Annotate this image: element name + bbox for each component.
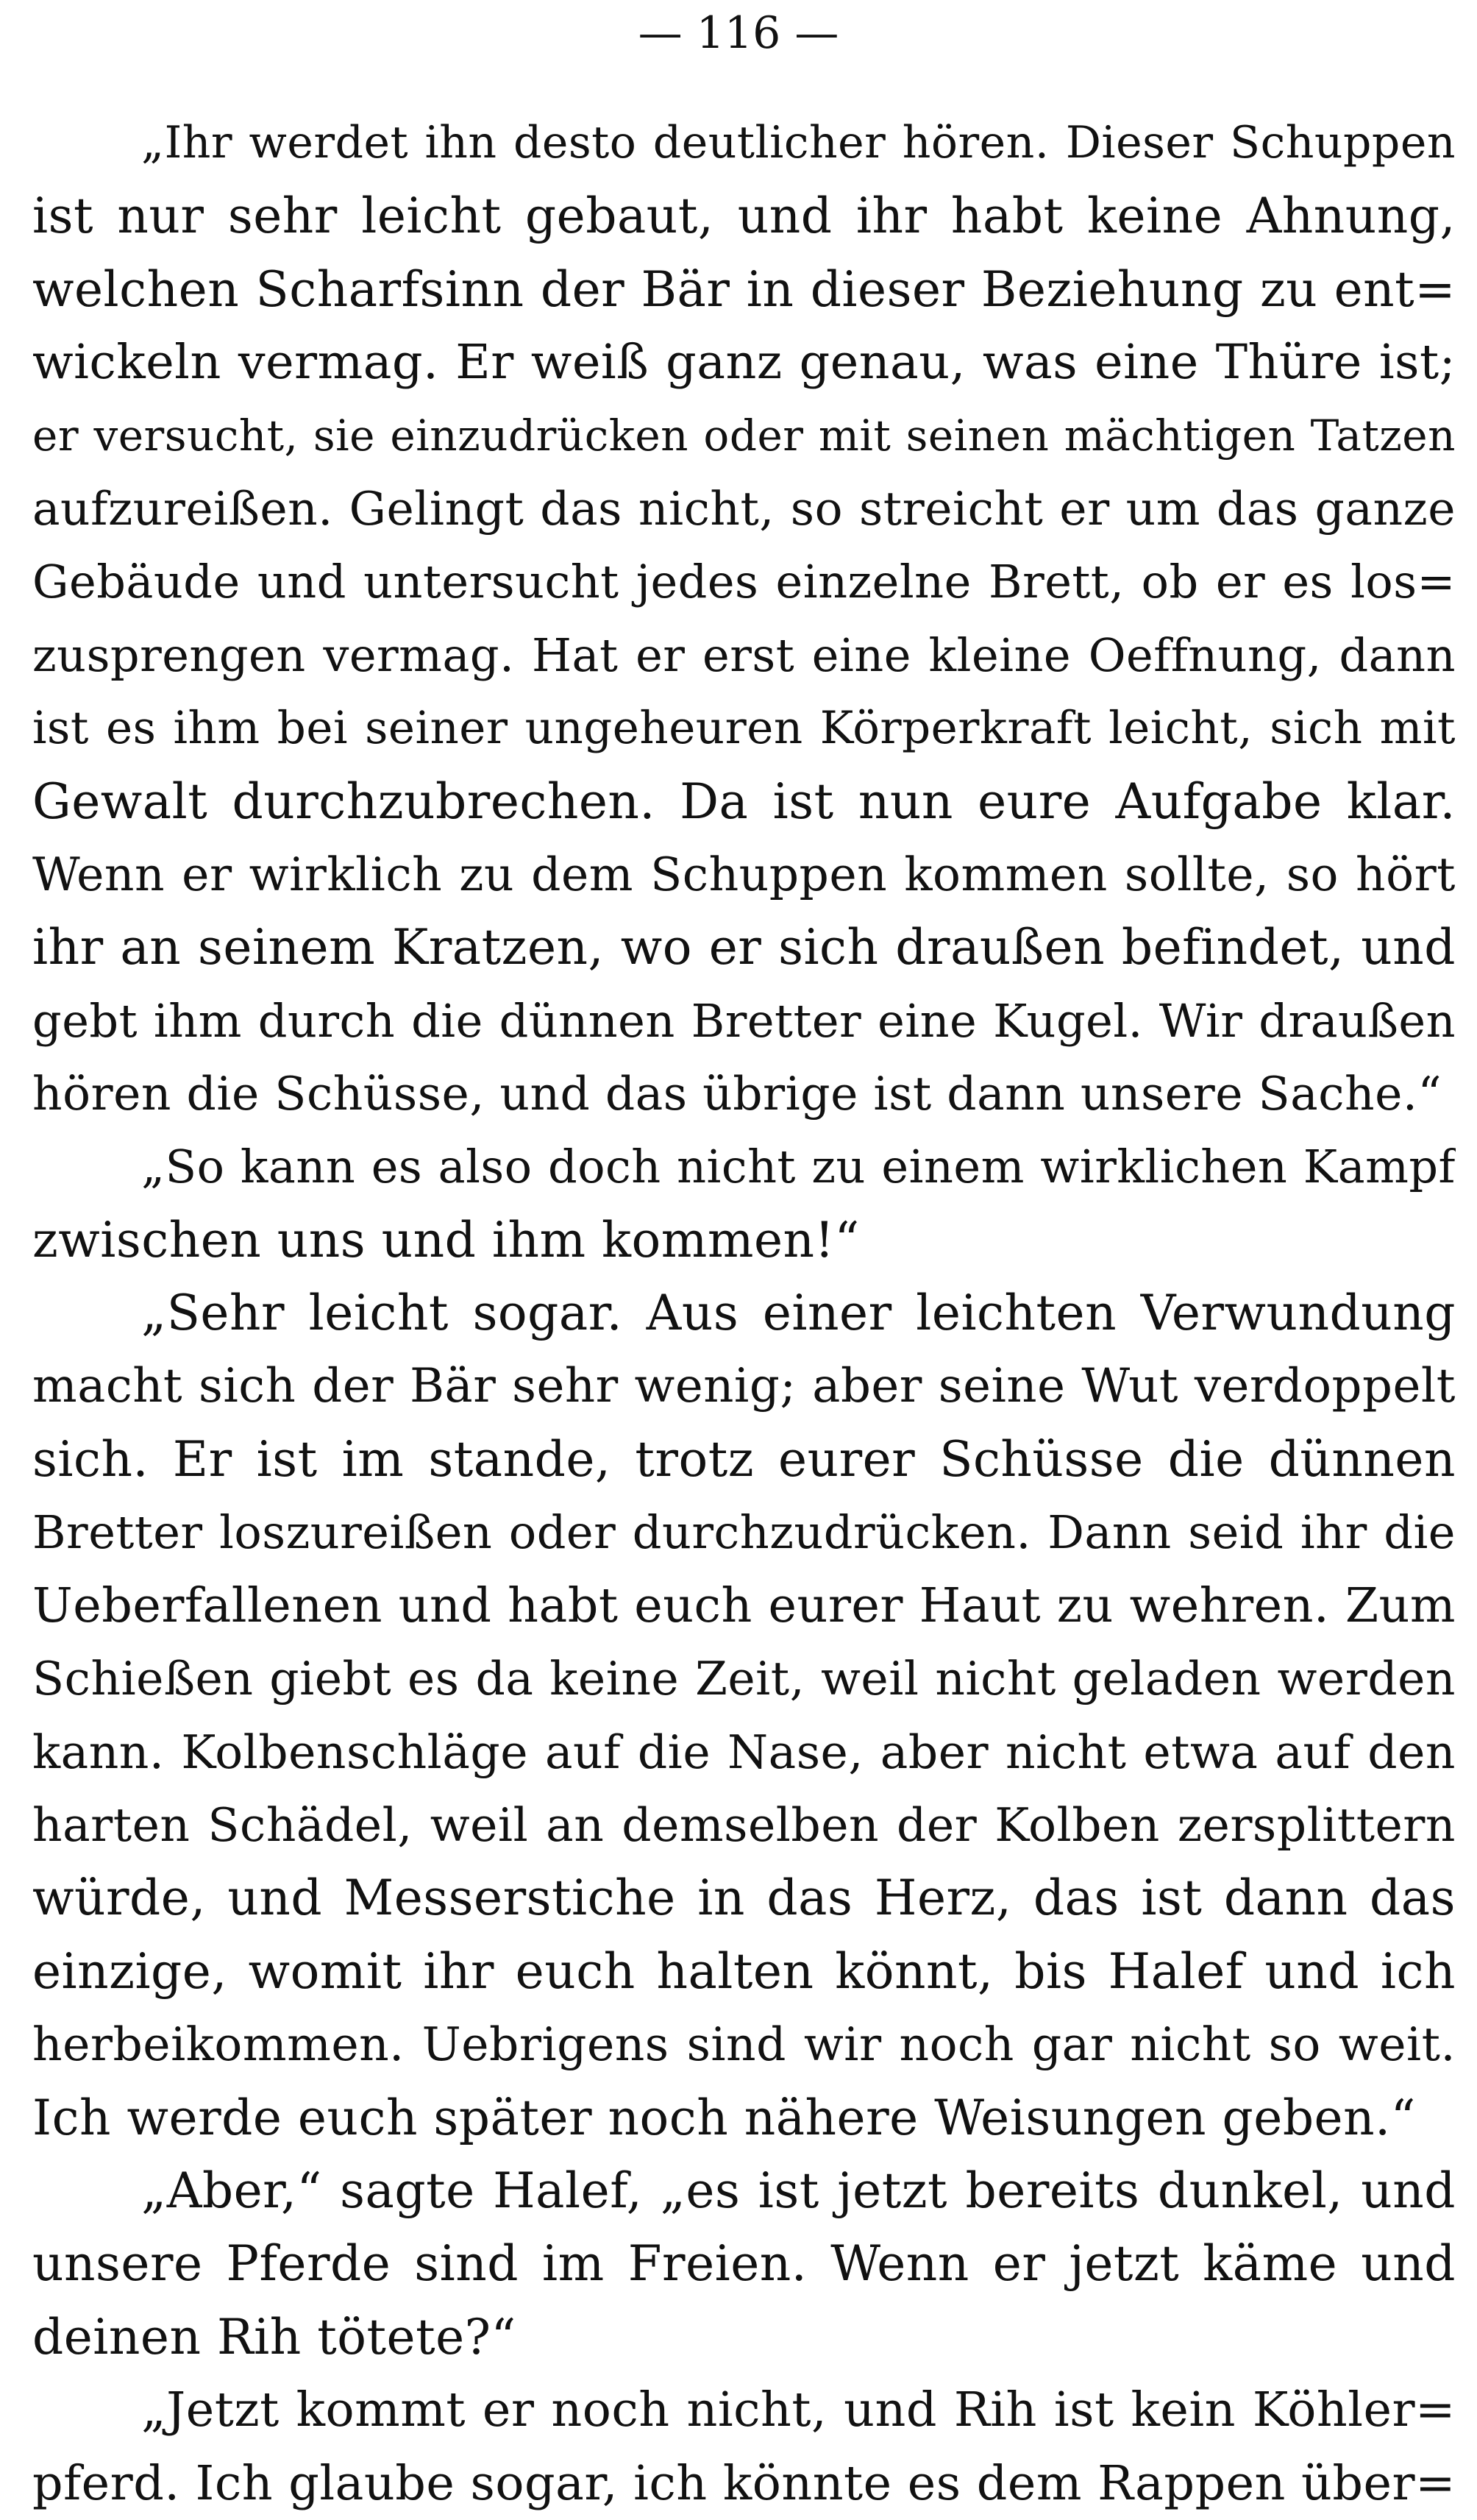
body-text	[32, 107, 1456, 2520]
text-line: würde, und Messerstiche in das Herz, das ist dann das	[32, 1870, 1456, 1927]
text-line: „So kann es also doch nicht zu einem wirklichen Kampf	[141, 1140, 1456, 1194]
text-line: ist nur sehr leicht gebaut, und ihr habt keine Ahnung,	[32, 188, 1456, 245]
text-line: Ueberfallenen und habt euch eurer Haut zu wehren. Zum	[32, 1577, 1456, 1633]
text-line: pferd. Ich glaube sogar, ich könnte es dem Rappen über=	[32, 2455, 1456, 2511]
paragraph	[32, 2154, 1456, 2374]
text-line: „Aber,“ sagte Halef, „es ist jetzt bereits dunkel, und	[141, 2162, 1456, 2219]
text-line: herbeikommen. Uebrigens sind wir noch gar nicht so weit.	[32, 2017, 1456, 2072]
text-line: aufzureißen. Gelingt das nicht, so streicht er um das ganze	[32, 481, 1456, 536]
text-line: „Jetzt kommt er noch nicht, und Rih ist kein Köhler=	[141, 2382, 1456, 2438]
text-line: „Sehr leicht sogar. Aus einer leichten Verwundung	[141, 1285, 1456, 1342]
text-line: Gewalt durchzubrechen. Da ist nun eure Aufgabe klar.	[32, 773, 1456, 830]
text-line: gebt ihm durch die dünnen Bretter eine Kugel. Wir draußen	[32, 993, 1456, 1048]
text-line: macht sich der Bär sehr wenig; aber seine Wut verdoppelt	[32, 1358, 1456, 1413]
text-line: Gebäude und untersucht jedes einzelne Brett, ob er es los=	[32, 555, 1456, 609]
page-number: — 116 —	[638, 7, 839, 59]
paragraph	[32, 107, 1456, 1130]
paragraph	[32, 1130, 1456, 1277]
text-line: Bretter loszureißen oder durchzudrücken. Dann seid ihr die	[32, 1505, 1456, 1560]
text-line: hören die Schüsse, und das übrige ist dann unsere Sache.“	[32, 1067, 1442, 1121]
text-line: welchen Scharfsinn der Bär in dieser Beziehung zu ent=	[32, 260, 1456, 318]
text-line: Ich werde euch später noch nähere Weisungen geben.“	[32, 2089, 1416, 2146]
text-line: kann. Kolbenschläge auf die Nase, aber nicht etwa auf den	[32, 1725, 1456, 1779]
text-line: ihr an seinem Kratzen, wo er sich draußen befindet, und	[32, 919, 1456, 976]
text-line: zwischen uns und ihm kommen!“	[32, 1211, 860, 1268]
text-line: Wenn er wirklich zu dem Schuppen kommen sollte, so hört	[32, 847, 1456, 901]
text-line: deinen Rih tötete?“	[32, 2308, 516, 2365]
text-line: er versucht, sie einzudrücken oder mit seinen mächtigen Tatzen	[32, 410, 1456, 461]
text-line: wickeln vermag. Er weiß ganz genau, was eine Thüre ist;	[32, 335, 1456, 391]
text-line: zusprengen vermag. Hat er erst eine kleine Oeffnung, dann	[32, 628, 1456, 682]
text-line: harten Schädel, weil an demselben der Kolben zersplittern	[32, 1797, 1456, 1852]
text-line: „Ihr werdet ihn desto deutlicher hören. Dieser Schuppen	[141, 117, 1456, 168]
text-line: Schießen giebt es da keine Zeit, weil nicht geladen werden	[32, 1652, 1456, 1706]
text-line: einzige, womit ihr euch halten könnt, bis Halef und ich	[32, 1942, 1456, 2000]
paragraph	[32, 2374, 1456, 2520]
text-line: unsere Pferde sind im Freien. Wenn er jetzt käme und	[32, 2235, 1456, 2293]
text-line: ist es ihm bei seiner ungeheuren Körperkraft leicht, sich mit	[32, 702, 1456, 755]
text-line: sich. Er ist im stande, trotz eurer Schüsse die dünnen	[32, 1431, 1456, 1488]
paragraph	[32, 1277, 1456, 2154]
